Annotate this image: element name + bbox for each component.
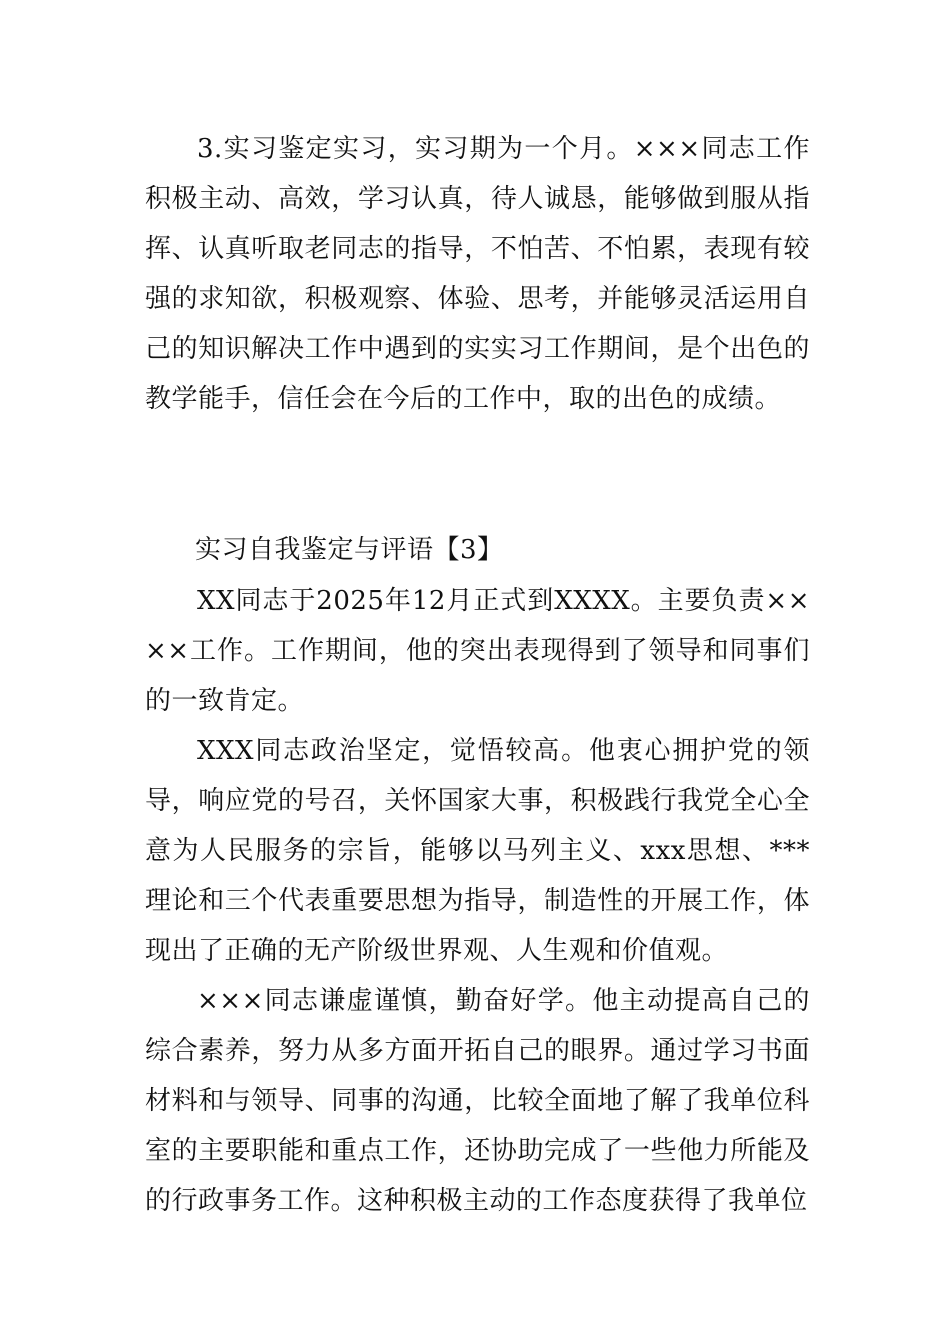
section-a <box>145 124 810 424</box>
section-b <box>145 576 810 1226</box>
section-heading: 实习自我鉴定与评语【3】 <box>195 535 504 565</box>
paragraph: XX同志于2025年12月正式到XXXX。主要负责××××工作。工作期间，他的突出表现得到了领导和同事们的一致肯定。 <box>145 586 810 716</box>
paragraph: XXX同志政治坚定，觉悟较高。他衷心拥护党的领导，响应党的号召，关怀国家大事，积极践行我党全心全意为人民服务的宗旨，能够以马列主义、xxx思想、***理论和三个代表重要思想为指导，制造性的开展工作，体现出了正确的无产阶级世界观、人生观和价值观。 <box>145 736 810 966</box>
paragraph: ×××同志谦虚谨慎，勤奋好学。他主动提高自己的综合素养，努力从多方面开拓自己的眼界。通过学习书面材料和与领导、同事的沟通，比较全面地了解了我单位科室的主要职能和重点工作，还协助完成了一些他力所能及的行政事务工作。这种积极主动的工作态度获得了我单位 <box>145 986 810 1216</box>
paragraph-internship-appraisal: 3.实习鉴定实习，实习期为一个月。×××同志工作积极主动、高效，学习认真，待人诚恳，能够做到服从指挥、认真听取老同志的指导，不怕苦、不怕累，表现有较强的求知欲，积极观察、体验、思考，并能够灵活运用自己的知识解决工作中遇到的实实习工作期间，是个出色的教学能手，信任会在今后的工作中，取的出色的成绩。 <box>145 134 810 414</box>
